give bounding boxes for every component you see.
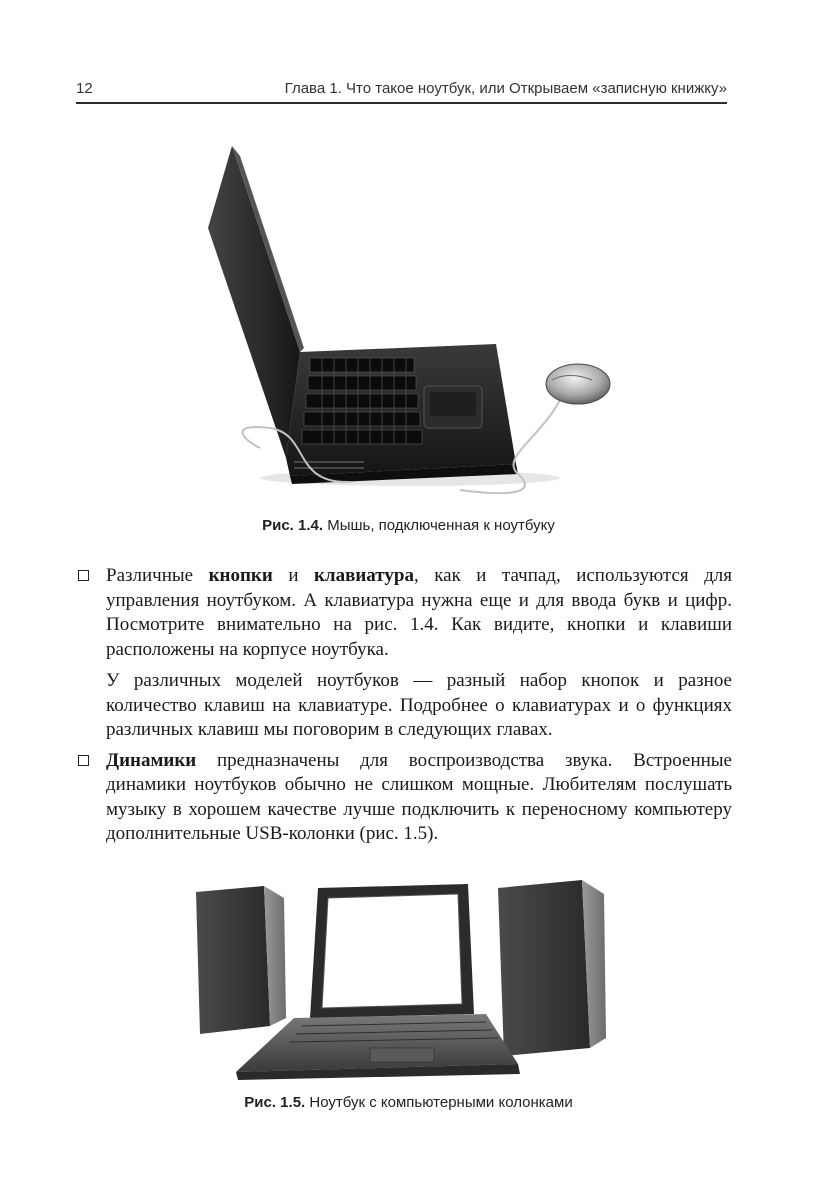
laptop-with-mouse-image xyxy=(200,138,620,503)
text-run: и xyxy=(272,565,314,586)
figure-caption xyxy=(0,1094,817,1111)
page-number: 12 xyxy=(76,80,93,97)
figure-label: Рис. 1.4. xyxy=(262,517,324,534)
text-run: предназначены для воспроизводства звука. Встроенные динамики ноутбуков обычно не слишком мощные. Любителям послушать музыку в хорошем качестве лучше подключить к переносному компьютеру дополнительные USB-колонки (рис. 1.5). xyxy=(106,749,732,844)
header-rule xyxy=(76,102,727,104)
list-item xyxy=(76,564,732,743)
body-text xyxy=(76,564,732,847)
text-run: , как и тачпад, используются для управления ноутбуком. А клавиатура нужна еще и для ввода букв и цифр. Посмотрите внимательно на рис. 1.4. Как видите, кнопки и клавиши расположены на корпусе ноутбука. xyxy=(106,565,733,660)
bold-term: клавиатура xyxy=(313,565,414,586)
paragraph xyxy=(106,564,732,662)
figure-caption-text: Мышь, подключенная к ноутбуку xyxy=(323,517,555,534)
paragraph xyxy=(106,749,732,847)
paragraph: У различных моделей ноутбуков — разный набор кнопок и разное количество клавиш на клавиатуре. Подробнее о клавиатурах и о функциях различных клавиш мы поговорим в следующих главах. xyxy=(106,670,732,740)
checkbox-bullet-icon xyxy=(78,755,89,766)
bold-term: Динамики xyxy=(106,749,197,771)
laptop-with-speakers-image xyxy=(186,878,616,1080)
list-item xyxy=(76,749,732,847)
figure-caption xyxy=(0,517,817,534)
running-title: Глава 1. Что такое ноутбук, или Открываем «записную книжку» xyxy=(284,80,727,97)
checkbox-bullet-icon xyxy=(78,570,89,581)
bold-term: кнопки xyxy=(208,565,273,586)
figure-caption-text: Ноутбук с компьютерными колонками xyxy=(305,1094,573,1111)
text-run: Различные xyxy=(106,565,209,586)
figure-label: Рис. 1.5. xyxy=(244,1094,306,1111)
